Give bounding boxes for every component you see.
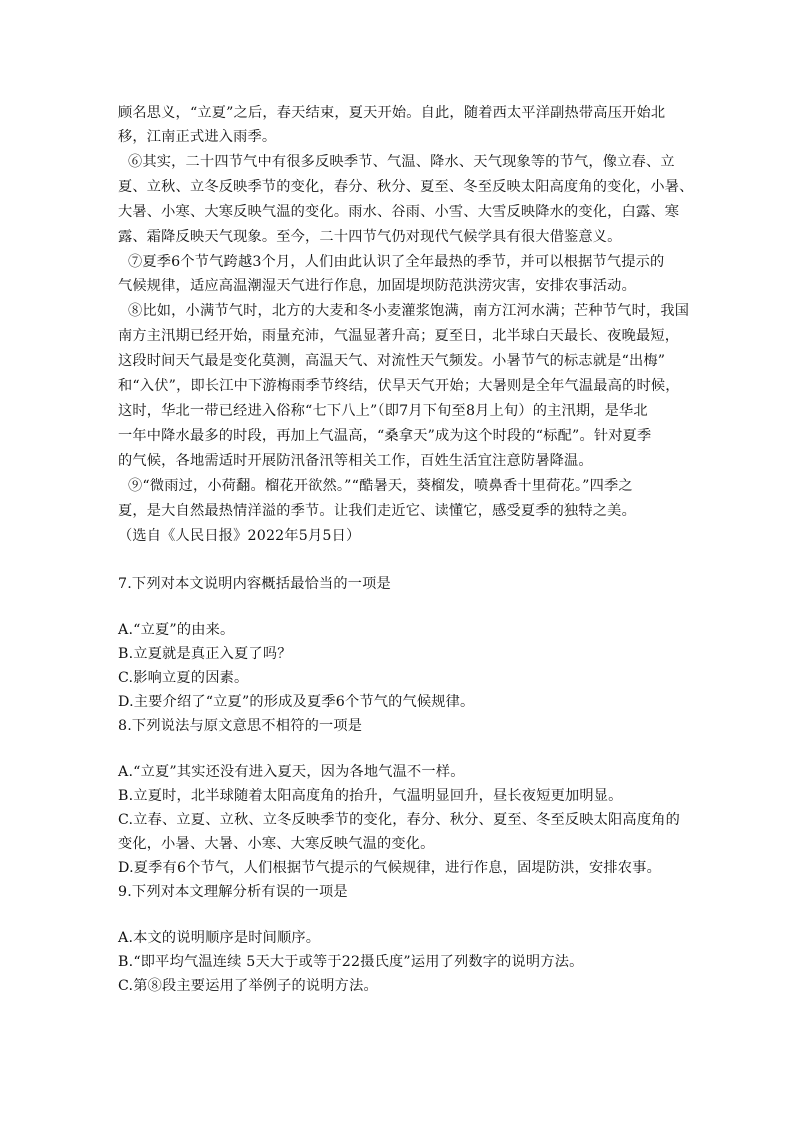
question-7-option-c: C.影响立夏的因素。	[118, 670, 249, 686]
paragraph-8-line: ⑧比如，小满节气时，北方的大麦和冬小麦灌浆饱满，南方江河水满；芒种节气时，我国	[128, 303, 690, 319]
question-9-option-b: B.“即平均气温连续 5天大于或等于22摄氏度”运用了列数字的说明方法。	[118, 954, 584, 970]
paragraph-8-line: 这段时间天气最是变化莫测，高温天气、对流性天气频发。小暑节气的标志就是“出梅”	[118, 353, 666, 369]
paragraph-6-line: 露、霜降反映天气现象。至今，二十四节气仍对现代气候学具有很大借鉴意义。	[118, 229, 622, 245]
paragraph-7-line: ⑦夏季6个节气跨越3个月，人们由此认识了全年最热的季节，并可以根据节气提示的	[128, 254, 665, 270]
passage-line: 移，江南正式进入雨季。	[118, 129, 277, 145]
question-8-option-a: A.“立夏”其实还没有进入夏天，因为各地气温不一样。	[118, 764, 465, 780]
paragraph-6-line: ⑥其实，二十四节气中有很多反映季节、气温、降水、天气现象等的节气，像立春、立	[128, 154, 675, 170]
paragraph-8-line: 和“入伏”，即长江中下游梅雨季节终结，伏旱天气开始；大暑则是全年气温最高的时候，	[118, 378, 680, 394]
question-8-option-c: C.立春、立夏、立秋、立冬反映季节的变化，春分、秋分、夏至、冬至反映太阳高度角的	[118, 812, 680, 828]
paragraph-9-line: 夏，是大自然最热情洋溢的季节。让我们走近它、读懂它，感受夏季的独特之美。	[118, 503, 636, 519]
question-7-option-d: D.主要介绍了“立夏”的形成及夏季6个节气的气候规律。	[118, 694, 475, 710]
question-9-stem: 9.下列对本文理解分析有误的一项是	[118, 884, 348, 900]
question-8-option-d: D.夏季有6个节气，人们根据节气提示的气候规律，进行作息，固堤防洪，安排农事。	[118, 860, 661, 876]
question-7-stem: 7.下列对本文说明内容概括最恰当的一项是	[118, 576, 391, 592]
paragraph-8-line: 一年中降水最多的时段，再加上气温高，“桑拿天”成为这个时段的“标配”。针对夏季	[118, 428, 652, 444]
question-9-option-a: A.本文的说明顺序是时间顺序。	[118, 930, 321, 946]
question-7-option-b: B.立夏就是真正入夏了吗？	[118, 646, 292, 662]
paragraph-8-line: 的气候，各地需适时开展防汛备汛等相关工作，百姓生活宜注意防暑降温。	[118, 453, 593, 469]
paragraph-6-line: 夏、立秋、立冬反映季节的变化，春分、秋分、夏至、冬至反映太阳高度角的变化，小暑、	[118, 179, 694, 195]
question-8-option-b: B.立夏时，北半球随着太阳高度角的抬升，气温明显回升，昼长夜短更加明显。	[118, 788, 623, 804]
source-citation: （选自《人民日报》2022年5月5日）	[118, 528, 361, 544]
question-7-option-a: A.“立夏”的由来。	[118, 622, 235, 638]
paragraph-6-line: 大暑、小寒、大寒反映气温的变化。雨水、谷雨、小雪、大雪反映降水的变化，白露、寒	[118, 204, 680, 220]
paragraph-8-line: 这时，华北一带已经进入俗称“七下八上”（即7月下旬至8月上旬）的主汛期，是华北	[118, 403, 648, 419]
paragraph-8-line: 南方主汛期已经开始，雨量充沛，气温显著升高；夏至日，北半球白天最长、夜晚最短，	[118, 328, 680, 344]
paragraph-9-line: ⑨“微雨过，小荷翻。榴花开欲然。”“酷暑天，葵榴发，喷鼻香十里荷花。”四季之	[128, 478, 633, 494]
question-9-option-c: C.第⑧段主要运用了举例子的说明方法。	[118, 978, 378, 994]
question-8-stem: 8.下列说法与原文意思不相符的一项是	[118, 718, 363, 734]
question-8-option-c-cont: 变化，小暑、大暑、小寒、大寒反映气温的变化。	[118, 836, 435, 852]
paragraph-7-line: 气候规律，适应高温潮湿天气进行作息，加固堤坝防范洪涝灾害，安排农事活动。	[118, 278, 636, 294]
passage-line: 顾名思义，“立夏”之后，春天结束，夏天开始。自此，随着西太平洋副热带高压开始北	[118, 105, 666, 121]
